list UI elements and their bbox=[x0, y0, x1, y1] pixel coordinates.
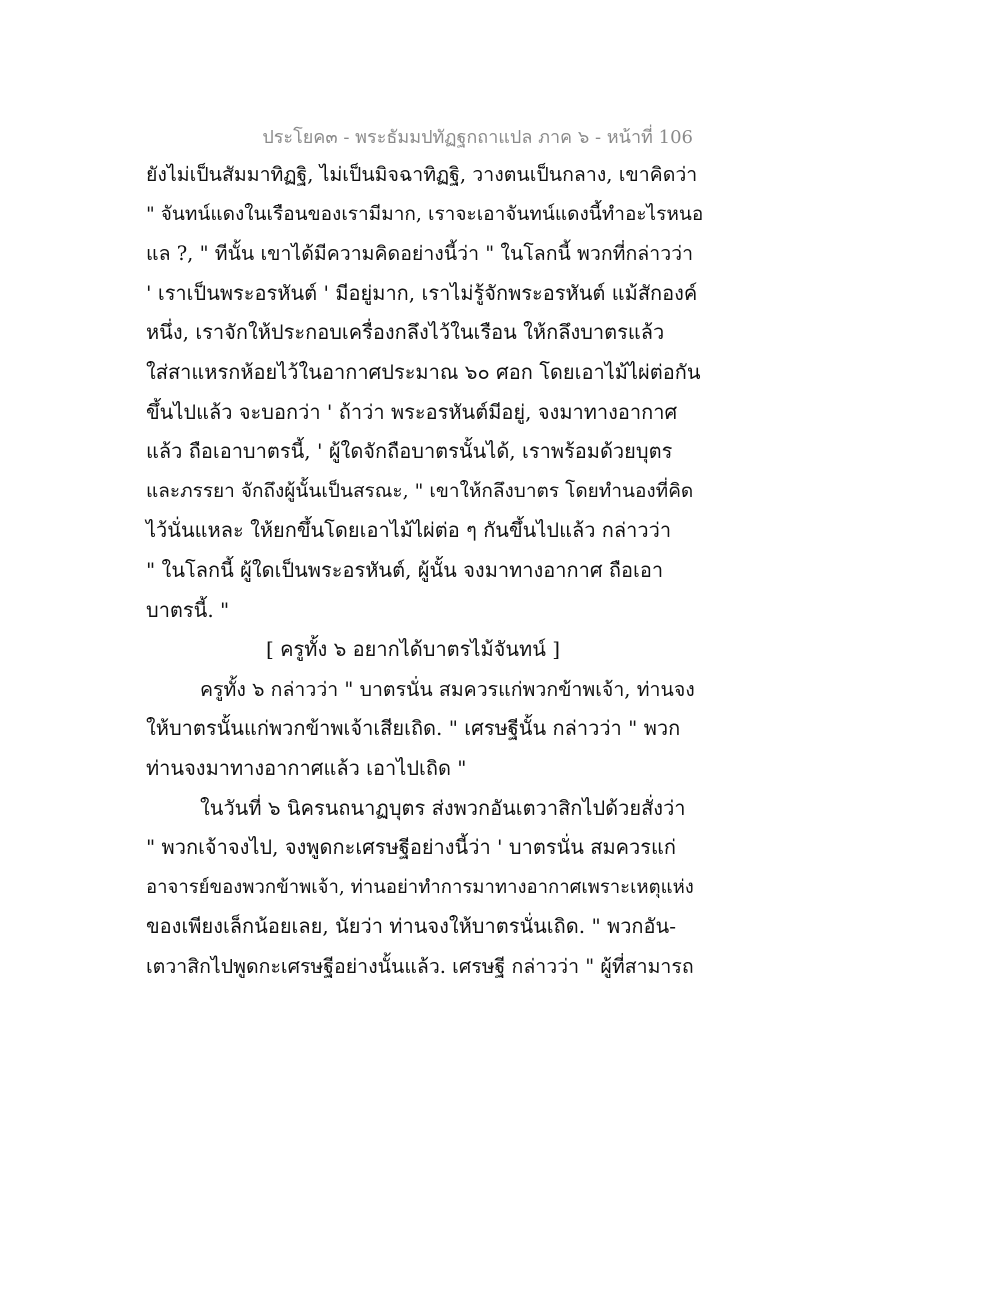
running-header: ประโยค๓ - พระธัมมปทัฏฐกถาแปล ภาค ๖ - หน้าที่ 106 bbox=[262, 127, 693, 148]
text-line: ครูทั้ง ๖ กล่าวว่า " บาตรนั่น สมควรแก่พวกข้าพเจ้า, ท่านจง bbox=[200, 677, 695, 701]
text-line: บาตรนี้. " bbox=[146, 597, 230, 622]
text-line: และภรรยา จักถึงผู้นั้นเป็นสรณะ, " เขาให้กลึงบาตร โดยทำนองที่คิด bbox=[146, 479, 694, 502]
text-line: ใส่สาแหรกห้อยไว้ในอากาศประมาณ ๖๐ ศอก โดยเอาไม้ไผ่ต่อกัน bbox=[146, 359, 701, 384]
text-line: ขึ้นไปแล้ว จะบอกว่า ' ถ้าว่า พระอรหันต์มีอยู่, จงมาทางอากาศ bbox=[146, 399, 678, 424]
text-line: แล ?, " ทีนั้น เขาได้มีความคิดอย่างนี้ว่า " ในโลกนี้ พวกที่กล่าวว่า bbox=[146, 242, 694, 266]
text-line: ยังไม่เป็นสัมมาทิฏฐิ, ไม่เป็นมิจฉาทิฏฐิ, วางตนเป็นกลาง, เขาคิดว่า bbox=[146, 163, 698, 186]
text-line: หนึ่ง, เราจักให้ประกอบเครื่องกลึงไว้ในเรือน ให้กลึงบาตรแล้ว bbox=[146, 320, 665, 345]
section-subheading: [ ครูทั้ง ๖ อยากได้บาตรไม้จันทน์ ] bbox=[266, 637, 561, 662]
text-line: " จันทน์แดงในเรือนของเรามีมาก, เราจะเอาจันทน์แดงนี้ทำอะไรหนอ bbox=[146, 202, 704, 225]
text-line: ของเพียงเล็กน้อยเลย, นัยว่า ท่านจงให้บาตรนั่นเถิด. " พวกอัน- bbox=[146, 914, 676, 939]
text-line: ไว้นั่นแหละ ให้ยกขึ้นโดยเอาไม้ไผ่ต่อ ๆ กันขึ้นไปแล้ว กล่าวว่า bbox=[146, 518, 672, 543]
text-line: ให้บาตรนั้นแก่พวกข้าพเจ้าเสียเถิด. " เศรษฐีนั้น กล่าวว่า " พวก bbox=[146, 716, 681, 741]
text-line: เตวาสิกไปพูดกะเศรษฐีอย่างนั้นแล้ว. เศรษฐี กล่าวว่า " ผู้ที่สามารถ bbox=[146, 954, 694, 978]
body-text bbox=[146, 155, 706, 986]
text-line: ท่านจงมาทางอากาศแล้ว เอาไปเถิด " bbox=[146, 755, 467, 780]
text-line: ' เราเป็นพระอรหันต์ ' มีอยู่มาก, เราไม่รู้จักพระอรหันต์ แม้สักองค์ bbox=[146, 280, 698, 305]
text-line: แล้ว ถือเอาบาตรนี้, ' ผู้ใดจักถือบาตรนั้นได้, เราพร้อมด้วยบุตร bbox=[146, 439, 673, 464]
text-line: " ในโลกนี้ ผู้ใดเป็นพระอรหันต์, ผู้นั้น จงมาทางอากาศ ถือเอา bbox=[146, 557, 664, 582]
text-line: " พวกเจ้าจงไป, จงพูดกะเศรษฐีอย่างนี้ว่า ' บาตรนั่น สมควรแก่ bbox=[146, 835, 676, 860]
text-line: ในวันที่ ๖ นิครนถนาฏบุตร ส่งพวกอันเตวาสิกไปด้วยสั่งว่า bbox=[200, 795, 686, 820]
text-line: อาจารย์ของพวกข้าพเจ้า, ท่านอย่าทำการมาทางอากาศเพราะเหตุแห่ง bbox=[146, 876, 694, 898]
